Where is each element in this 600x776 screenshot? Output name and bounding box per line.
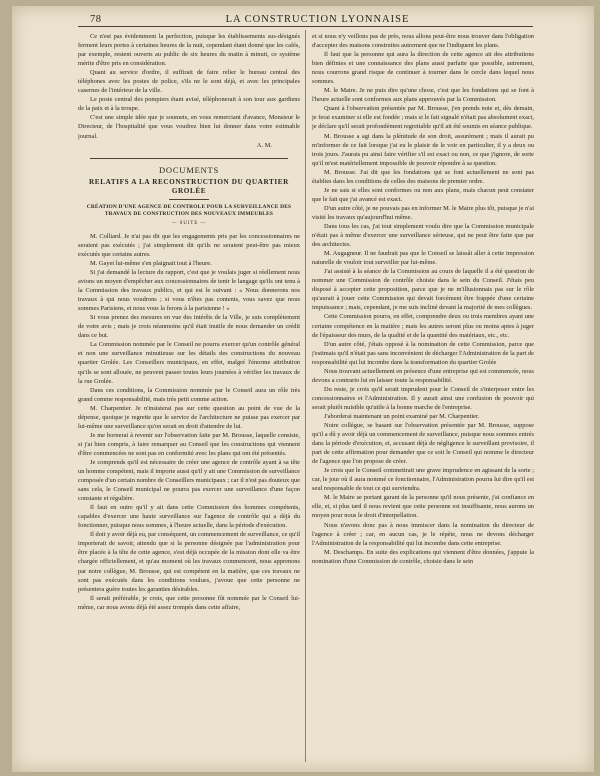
paragraph: Nous trouvant actuellement en présence d'une entreprise qui est commencée, nous devons a contrario lui en laisser toute la responsabilité.	[312, 367, 534, 384]
paragraph: Je ne sais si elles sont conformes ou non aux plans, mais chacun peut constater que le fait que j'ai avancé est exact.	[312, 186, 534, 203]
paragraph: Il faut en outre qu'il y ait dans cette Commission des hommes compétents, capables d'exercer une haute surveillance sur l'agence de contrôle qui a déjà du fonctionner, puisque nous sommes, à l'heure actuelle, dans la période d'exécution.	[78, 504, 300, 530]
paragraph: M. Deschamps. En suite des explications qui viennent d'être données, j'appuie la nomination d'une Commission de contrôle, choisie dans le sein	[312, 548, 534, 565]
paragraph: M. Charpentier. Je n'insisterai pas sur cette question au point de vue de la dépense, quoique je regrette que le service de l'architecture ne puisse pas exercer par lui-même une surveillance qu'on serait en droit d'attendre de lui.	[78, 404, 300, 430]
paragraph: Quant à l'observation présentée par M. Brousse, j'en prends note et, dès demain, je ferai examiner si elle est fondée ; mais si le fait signalé n'était pas absolument exact, je déclare qu'il serait profondément regrettable qu'il ait été soumis en séance publique.	[312, 105, 534, 131]
paragraph: M. le Maire. Je ne puis dire qu'une chose, c'est que les fondations qui se font à l'heure actuelle sont conformes aux plans approuvés par la Commission.	[312, 87, 534, 104]
paragraph: M. Gayet lui-même s'en plaignait tout à l'heure.	[90, 259, 212, 267]
right-column	[312, 32, 534, 762]
paragraph: Je me bornerai à revenir sur l'observation faite par M. Brousse, laquelle consiste, si j'ai bien compris, à faire remarquer au Conseil que les constructions qui viennent d'être commencées ne sont pas en conformité avec les plans qui ont été présentés.	[78, 431, 300, 457]
paragraph: Je crois que le Conseil commettrait une grave imprudence en agissant de la sorte ; car, le jour où il aura nommé ce fonctionnaire, l'Administration pourra lui dire qu'il est seul responsable de tout ce qui surviendra.	[312, 467, 534, 493]
paragraph: Il faut que la personne qui aura la direction de cette agence ait des attributions bien définies et une connaissance des plans aussi parfaite que possible, autrement, nous courrons grand risque de continuer à tourner dans le cercle dans lequel nous sommes.	[312, 51, 534, 86]
paragraph: J'ai assisté à la séance de la Commission au cours de laquelle il a été question de nommer une Commission de contrôle choisie dans le sein du Conseil. J'étais peu disposé à accepter cette proposition, parce que je ne m'illusionnais pas sur le rôle qu'aurait à jouer cette Commission qui devait forcément être frappée d'une certaine impuissance ; mais, cependant, je me suis incliné devant la majorité de mes collègues.	[312, 268, 534, 312]
suite-label: — SUITE —	[171, 220, 207, 226]
journal-title: LA CONSTRUCTION LYONNAISE	[225, 14, 410, 25]
paragraph: Du reste, je crois qu'il serait imprudent pour le Conseil de s'interposer entre les concessionnaires et l'Administration. Il y aurait ainsi une confusion de pouvoir qui serait plutôt nuisible qu'utile à la bonne marche de l'entreprise.	[312, 385, 534, 411]
left-column	[78, 32, 300, 762]
section-title: DOCUMENTS	[158, 164, 220, 175]
header-rule	[78, 26, 533, 27]
signature: A. M.	[256, 141, 272, 149]
paragraph: Ce n'est pas évidemment la perfection, puisque les établissements sus-désignés ferment leurs portes à certaines heures de la nuit, cependant étant donné que les cafés, par exemple, restent ouverts au public de six heures du matin à minuit, ce système mérite d'être pris en considération.	[78, 33, 300, 68]
paragraph: Si j'ai demandé la lecture du rapport, c'est que je voulais juger si réellement nous avions un moyen d'empêcher aux concessionnaires de tenir le langage qu'ils ont tenu à la Commission des travaux publics, et qui est le suivant : « Nous donnerons nos travaux à qui nous voudrons ; si vous n'êtes pas contents, vous savez que nous sommes Parisiens, et nous vous la ferons à la parisienne ! »	[78, 268, 300, 313]
paragraph: D'un autre côté, je ne pouvais pas en informer M. le Maire plus tôt, puisque je n'ai visité les travaux qu'aujourd'hui même.	[312, 204, 534, 221]
paragraph: M. Colliard. Je n'ai pas dit que les engagements pris par les concessionnaires ne seraient pas exécutés ; j'ai simplement dit qu'ils ne seraient peut-être pas mieux exécutés que certains autres.	[78, 232, 300, 258]
article-title: RELATIFS A LA RECONSTRUCTION DU QUARTIER GROLÉE	[89, 177, 289, 195]
paragraph: M. Augagneur. Il ne faudrait pas que le Conseil se laissât aller à cette impression naturelle de vouloir tout surveiller par lui-même.	[312, 250, 534, 267]
paragraph: M. Brousse a agi dans la plénitude de son droit, assurément ; mais il aurait pu m'informer de ce fait lorsque j'ai eu le plaisir de le voir en particulier, il y a deux ou trois jours. J'aurais pu ainsi faire vérifier s'il est exact ou non, ce que j'ignore, de sorte qu'il m'est matériellement impossible de pouvoir répondre à sa question.	[312, 132, 534, 167]
paragraph: et si nous n'y veillons pas de près, nous allons peut-être nous trouver dans l'obligation d'accepter des maisons construites autrement que ne l'indiquent les plans.	[312, 33, 534, 50]
paragraph: M. Brousse. J'ai dit que les fondations qui se font actuellement ne sont pas établies dans les conditions de celles des maisons de premier ordre.	[312, 168, 534, 185]
paragraph: Il serait préférable, je crois, que cette personne fût nommée par le Conseil lui-même, car nous avons déjà été assez trompés dans cette affaire,	[78, 594, 300, 611]
section-divider	[90, 158, 288, 159]
title-rule	[169, 199, 209, 200]
paragraph: Notre collègue, se basant sur l'observation présentée par M. Brousse, suppose qu'il a dû y avoir déjà un commencement de surveillance, puisque nous sommes entrés dans la période d'exécution, et, accusant déjà de négligence le surveillant provisoire, il part de cette affirmation pour demander que ce soit le Conseil qui nomme le directeur de l'agence que l'on propose de créer.	[312, 422, 534, 466]
paragraph: Cette Commission pourra, en effet, comprendre deux ou trois membres ayant une certaine compétence en la matière ; mais les autres seront plus ou moins aptes à juger de l'épaisseur des murs, de la qualité et de la quantité des matériaux, etc., etc.	[312, 313, 534, 339]
page-number: 78	[90, 14, 102, 25]
paragraph: Dans tous les cas, j'ai tout simplement voulu dire que la Commission municipale n'était pas à même d'exercer une surveillance sérieuse, qui ne peut être faite que par des architectes.	[312, 222, 534, 249]
paragraph: Quant au service d'ordre, il suffirait de faire relier le bureau central des téléphones avec les postes de police, s'ils ne le sont déjà, et avec les principales casernes de l'intérieur de la ville.	[78, 69, 300, 95]
paragraph: Le poste central des pompiers étant avisé, téléphonerait à son tour aux gardiens de la paix et à la troupe.	[78, 96, 300, 113]
article-subtitle: CRÉATION D'UNE AGENCE DE CONTROLE POUR LA SURVEILLANCE DES TRAVAUX DE CONSTRUCTION DES NOUVEAUX IMMEUBLES	[86, 203, 292, 217]
paragraph: D'un autre côté, j'étais opposé à la nomination de cette Commission, parce que j'estimais qu'il n'était pas sans inconvénient de décharger l'Administration de la part de responsabilité qui lui incombe dans la transformation du quartier Grolée	[312, 340, 534, 366]
paragraph: Dans ces conditions, la Commission nommée par le Conseil aura un rôle très grand comme responsabilité, mais très petit comme action.	[78, 386, 300, 403]
paragraph: J'aborderai maintenant un point examiné par M. Charpentier.	[324, 412, 480, 420]
paragraph: Il doit y avoir déjà eu, par conséquent, un commencement de surveillance, ce qu'il importerait de savoir, attendu que si la personne désignée par l'administration pour être placée à la tête de cette agence, s'est déjà occupée de la mission dont elle va être chargée officiellement, et qu'au moment où les travaux commencent, nous apprenons par notre collègue, M. Brousse, qui est compétent en la matière, que ces travaux ne sont pas exécutés dans les conditions voulues, j'avoue que cette personne ne présentera guère toutes les garanties désirables.	[78, 531, 300, 593]
page-header	[90, 14, 545, 30]
paragraph: M. le Maire se portant garant de la personne qu'il nous présente, j'ai confiance en elle, et, si plus tard il nous revient que cette personne est insuffisante, nous aurons un moyen pour nous le droit d'interpellation.	[312, 494, 534, 520]
paragraph: Nous n'avons donc pas à nous immiscer dans la nomination du directeur de l'agence à créer ; car, en aucun cas, je le répète, nous ne devons décharger l'Administration de la responsabilité qui lui incombe dans cette entreprise.	[312, 521, 534, 547]
paragraph: La Commission nommée par le Conseil ne pourra exercer qu'un contrôle général et non une surveillance minutieuse sur les détails des constructions du nouveau quartier Grolée. Les Conseillers municipaux, en effet, malgré l'énorme attribution qu'ils se sont allouée, ne peuvent passer toutes leurs journées à vérifier les travaux de la rue Grolée.	[78, 341, 300, 385]
paragraph: C'est une simple idée que je soumets, en vous remerciant d'avance, Monsieur le Directeur, de l'hospitalité que vous voudrez bien lui donner dans votre estimable journal.	[78, 114, 300, 140]
column-divider	[305, 30, 306, 762]
paragraph: Je comprends qu'il est nécessaire de créer une agence de contrôle ayant à sa tête un homme compétent, mais il importe aussi qu'il y ait une Commission de surveillance composée d'un certain nombre de Conseillers municipaux ; car il n'est pas douteux que sans cela, le Conseil municipal ne pourra pas exercer une surveillance d'une façon constante et régulière.	[78, 458, 300, 503]
paragraph: Si vous prenez des mesures en vue des intérêts de la Ville, je suis complètement de votre avis ; mais je crois néanmoins qu'il était inutile de nous demander un crédit dans ce but.	[78, 314, 300, 340]
